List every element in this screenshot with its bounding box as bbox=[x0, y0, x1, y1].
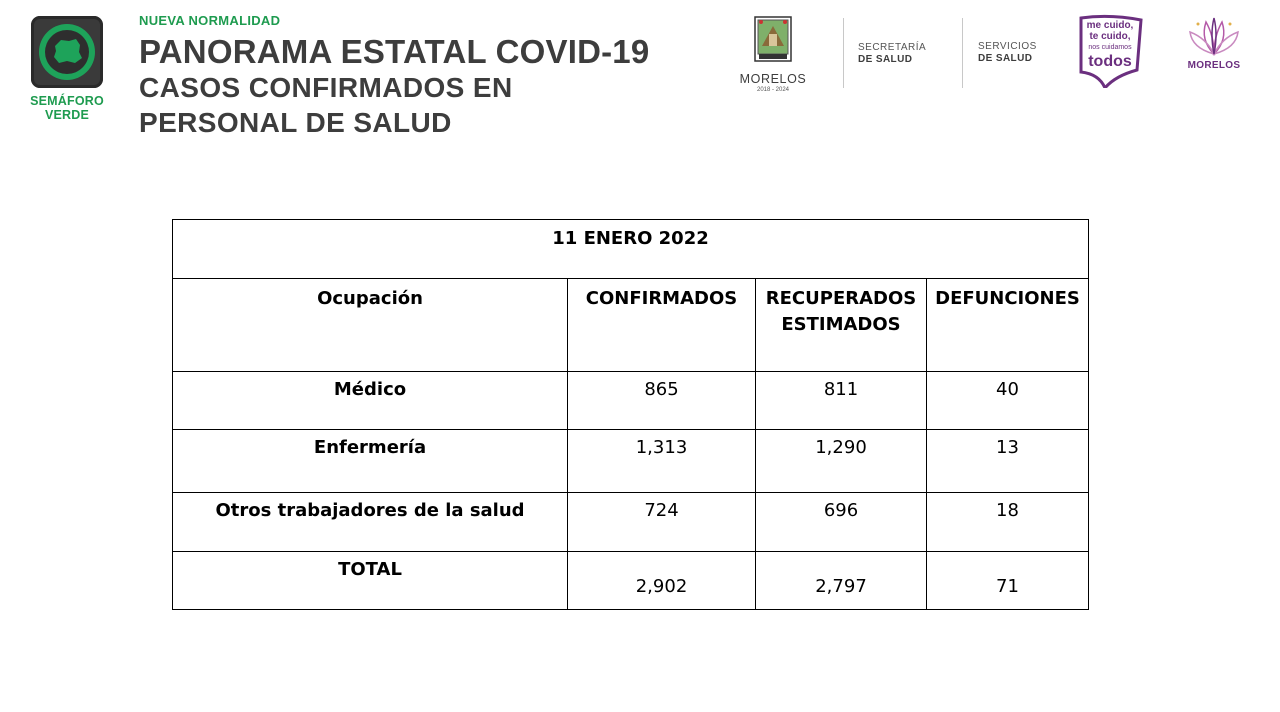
mecuido-line1: me cuido, bbox=[1086, 20, 1134, 31]
table-row bbox=[173, 372, 1089, 430]
health-personnel-cases-table bbox=[172, 219, 1089, 610]
title-block bbox=[139, 13, 649, 140]
table-row bbox=[173, 430, 1089, 493]
page-subtitle-line1: CASOS CONFIRMADOS EN bbox=[139, 72, 513, 103]
cell-defunciones: 40 bbox=[927, 372, 1089, 430]
traffic-light-icon bbox=[31, 16, 103, 88]
me-cuido-campaign-logo bbox=[1075, 14, 1145, 88]
cell-recuperados: 1,290 bbox=[756, 430, 927, 493]
header-recuperados bbox=[756, 279, 927, 372]
header-recuperados-line1: RECUPERADOS bbox=[765, 288, 917, 309]
cell-ocupacion: Otros trabajadores de la salud bbox=[173, 493, 568, 552]
header-defunciones: DEFUNCIONES bbox=[927, 279, 1089, 372]
cell-ocupacion: TOTAL bbox=[173, 552, 568, 610]
table-date: 11 ENERO 2022 bbox=[173, 220, 1089, 279]
cell-ocupacion: Enfermería bbox=[173, 430, 568, 493]
secretaria-line1: SECRETARÍA bbox=[858, 42, 927, 53]
kicker-text: NUEVA NORMALIDAD bbox=[139, 13, 281, 28]
morelos-logo-name: MORELOS bbox=[739, 72, 807, 86]
logo-divider bbox=[843, 18, 844, 88]
semaforo-label-line1: SEMÁFORO bbox=[30, 94, 104, 108]
servicios-salud-logo bbox=[978, 41, 1037, 65]
lotus-logo-fineprint bbox=[1180, 71, 1248, 77]
morelos-logo-years: 2018 - 2024 bbox=[756, 87, 790, 93]
morelos-lotus-logo bbox=[1180, 14, 1248, 77]
servicios-line1: SERVICIOS bbox=[978, 41, 1037, 52]
header-confirmados: CONFIRMADOS bbox=[568, 279, 756, 372]
lotus-logo-name: MORELOS bbox=[1187, 60, 1241, 71]
state-map-icon bbox=[49, 36, 85, 66]
lotus-icon bbox=[1186, 14, 1242, 60]
page-subtitle-line2: PERSONAL DE SALUD bbox=[139, 107, 452, 138]
header-ocupacion: Ocupación bbox=[173, 279, 568, 372]
mecuido-line4: todos bbox=[1088, 53, 1132, 70]
cell-confirmados: 2,902 bbox=[568, 552, 756, 610]
cell-defunciones: 18 bbox=[927, 493, 1089, 552]
mecuido-line3: nos cuidamos bbox=[1088, 44, 1132, 51]
header-recuperados-line2: ESTIMADOS bbox=[781, 314, 901, 335]
mecuido-line2: te cuido, bbox=[1089, 31, 1131, 42]
cell-defunciones: 71 bbox=[927, 552, 1089, 610]
table-header-row bbox=[173, 279, 1089, 372]
morelos-government-logo bbox=[738, 16, 808, 93]
table-row bbox=[173, 493, 1089, 552]
morelos-shield-icon bbox=[754, 16, 792, 66]
cell-recuperados: 811 bbox=[756, 372, 927, 430]
cell-recuperados: 2,797 bbox=[756, 552, 927, 610]
cell-confirmados: 865 bbox=[568, 372, 756, 430]
cell-ocupacion: Médico bbox=[173, 372, 568, 430]
servicios-line2: DE SALUD bbox=[978, 53, 1033, 64]
semaforo-indicator bbox=[28, 16, 106, 122]
cell-defunciones: 13 bbox=[927, 430, 1089, 493]
table-date-row bbox=[173, 220, 1089, 279]
cell-confirmados: 724 bbox=[568, 493, 756, 552]
cell-confirmados: 1,313 bbox=[568, 430, 756, 493]
secretaria-salud-logo bbox=[858, 42, 926, 66]
cell-recuperados: 696 bbox=[756, 493, 927, 552]
table-total-row bbox=[173, 552, 1089, 610]
semaforo-label-line2: VERDE bbox=[44, 108, 90, 122]
page-title: PANORAMA ESTATAL COVID-19 bbox=[139, 33, 650, 70]
secretaria-line2: DE SALUD bbox=[858, 54, 913, 65]
logo-divider bbox=[962, 18, 963, 88]
